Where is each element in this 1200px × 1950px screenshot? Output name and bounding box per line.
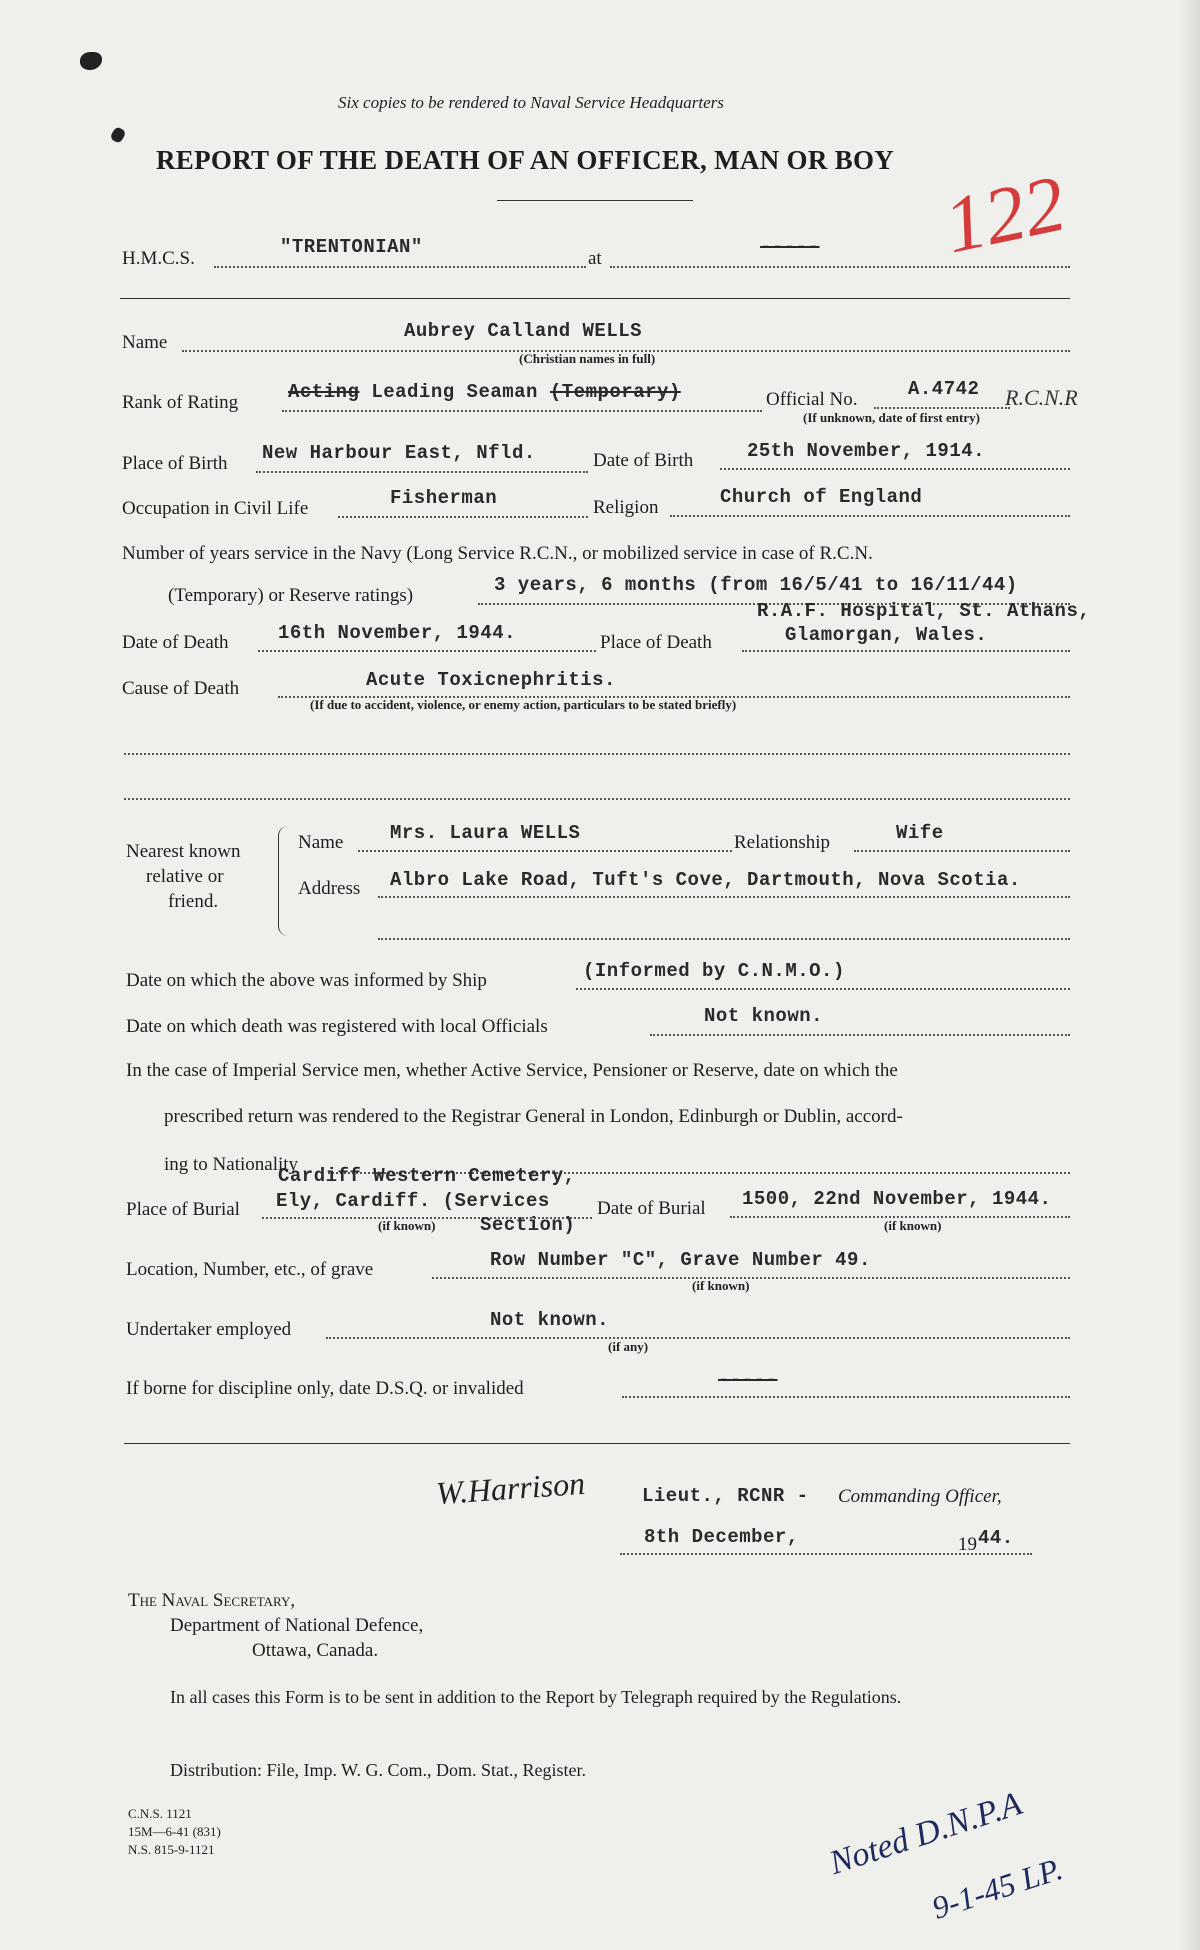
file-number: 122 (937, 159, 1073, 271)
ink-speck (109, 126, 126, 144)
relative-name-value: Mrs. Laura WELLS (390, 822, 581, 844)
name-note: (Christian names in full) (519, 351, 656, 366)
birthdate-dots (720, 468, 1070, 470)
birthdate-value: 25th November, 1914. (747, 440, 986, 462)
discipline-dots (622, 1396, 1070, 1398)
relative-group-label-2: relative or (146, 866, 224, 887)
discipline-label: If borne for discipline only, date D.S.Q. or invalided (126, 1378, 524, 1399)
undertaker-value: Not known. (490, 1309, 610, 1331)
deathplace-label: Place of Death (600, 632, 712, 653)
grave-location-label: Location, Number, etc., of grave (126, 1259, 374, 1280)
distribution-text: Distribution: File, Imp. W. G. Com., Dom. Stat., Register. (170, 1760, 587, 1780)
grave-location-value: Row Number "C", Grave Number 49. (490, 1249, 871, 1271)
address-line-3: Ottawa, Canada. (252, 1640, 379, 1661)
informed-value: (Informed by C.N.M.O.) (583, 960, 845, 982)
hmcs-value: "TRENTONIAN" (280, 236, 423, 258)
address-line-1: The Naval Secretary, (128, 1590, 296, 1611)
deathplace-dots (742, 650, 1070, 652)
top-note: Six copies to be rendered to Naval Service Headquarters (338, 93, 724, 112)
occupation-dots (338, 516, 588, 518)
grave-location-dots (432, 1277, 1070, 1279)
address-line-2: Department of National Defence, (170, 1615, 424, 1636)
relative-address-value: Albro Lake Road, Tuft's Cove, Dartmouth, Nova Scotia. (390, 869, 1021, 891)
deathdate-label: Date of Death (122, 632, 229, 653)
relative-group-label-1: Nearest known (126, 841, 241, 862)
burial-place-value-3: Section) (480, 1214, 576, 1236)
cause-extra-dots-2 (124, 798, 1070, 800)
signature-year-printed: 19 (958, 1534, 977, 1555)
informed-dots (576, 988, 1070, 990)
burial-place-value-1: Cardiff Western Cemetery, (278, 1165, 576, 1187)
rank-value-row (288, 381, 681, 403)
relationship-label: Relationship (734, 832, 831, 853)
discipline-value: ----- (718, 1369, 778, 1391)
deathplace-value-1: R.A.F. Hospital, St. Athans, (757, 600, 1091, 622)
rank-struck-temporary: (Temporary) (549, 381, 681, 403)
relative-address-dots-2 (378, 938, 1070, 940)
deathdate-value: 16th November, 1944. (278, 622, 517, 644)
imperial-text-2: prescribed return was rendered to the Registrar General in London, Edinburgh or Dublin, accord- (164, 1106, 903, 1127)
cause-extra-dots-1 (124, 753, 1070, 755)
deathplace-value-2: Glamorgan, Wales. (785, 624, 988, 646)
service-label-2: (Temporary) or Reserve ratings) (168, 585, 414, 606)
official-hand-note: R.C.N.R (1005, 385, 1078, 410)
grave-location-note: (if known) (692, 1278, 750, 1293)
imperial-text-1: In the case of Imperial Service men, whether Active Service, Pensioner or Reserve, date on which the (126, 1060, 898, 1081)
registered-label: Date on which death was registered with local Officials (126, 1016, 548, 1037)
relationship-value: Wife (896, 822, 944, 844)
birthdate-label: Date of Birth (593, 450, 694, 471)
imperial-text-3: ing to Nationality (164, 1154, 299, 1175)
informed-label: Date on which the above was informed by Ship (126, 970, 487, 991)
form-code-1: C.N.S. 1121 (128, 1806, 192, 1821)
hmcs-label: H.M.C.S. (122, 248, 195, 269)
commanding-officer-signature: W.Harrison (434, 1464, 587, 1512)
cause-note: (If due to accident, violence, or enemy action, particulars to be stated briefly) (310, 697, 737, 712)
signature-year-typed: 44. (978, 1527, 1014, 1549)
ink-speck (80, 52, 102, 70)
undertaker-label: Undertaker employed (126, 1319, 292, 1340)
official-value: A.4742 (908, 378, 980, 400)
relative-bracket (278, 826, 291, 936)
at-dots (610, 266, 1070, 268)
instruction-text: In all cases this Form is to be sent in addition to the Report by Telegraph required by the Regulations. (170, 1687, 902, 1707)
relationship-dots (854, 850, 1070, 852)
relative-name-label: Name (298, 832, 344, 853)
birthplace-value: New Harbour East, Nfld. (262, 442, 536, 464)
official-label: Official No. (766, 389, 858, 410)
undertaker-dots (326, 1337, 1070, 1339)
birthplace-dots (256, 471, 588, 473)
relative-address-dots (378, 896, 1070, 898)
cause-label: Cause of Death (122, 678, 240, 699)
registered-dots (650, 1034, 1070, 1036)
service-value: 3 years, 6 months (from 16/5/41 to 16/11/44) (494, 574, 1018, 596)
signature-rule (124, 1443, 1070, 1444)
relative-name-dots (358, 850, 732, 852)
burial-date-label: Date of Burial (597, 1198, 706, 1219)
section-rule (120, 298, 1070, 299)
name-value: Aubrey Calland WELLS (404, 320, 643, 342)
religion-dots (670, 515, 1070, 517)
relative-group-label-3: friend. (168, 891, 219, 912)
form-code-3: N.S. 815-9-1121 (128, 1842, 215, 1857)
rank-dots (282, 410, 762, 412)
handwritten-note-2: 9-1-45 LP. (927, 1850, 1067, 1926)
occupation-value: Fisherman (390, 487, 498, 509)
birthplace-label: Place of Birth (122, 453, 228, 474)
burial-place-label: Place of Burial (126, 1199, 240, 1220)
undertaker-note: (if any) (608, 1339, 649, 1354)
occupation-label: Occupation in Civil Life (122, 498, 309, 519)
burial-place-value-2: Ely, Cardiff. (Services (276, 1190, 550, 1212)
religion-label: Religion (593, 497, 659, 518)
registered-value: Not known. (704, 1005, 824, 1027)
rank-value: Leading Seaman (371, 381, 538, 403)
rank-struck-acting: Acting (288, 381, 360, 403)
handwritten-note-1: Noted D.N.P.A (825, 1785, 1027, 1882)
title-rule (497, 200, 693, 201)
official-dots (874, 407, 1010, 409)
burial-date-note: (if known) (884, 1218, 942, 1233)
deathdate-dots (258, 650, 596, 652)
burial-place-note: (if known) (378, 1218, 436, 1233)
religion-value: Church of England (720, 486, 923, 508)
rank-label: Rank of Rating (122, 392, 239, 413)
signatory-rank: Lieut., RCNR - (642, 1485, 809, 1507)
burial-date-value: 1500, 22nd November, 1944. (742, 1188, 1052, 1210)
commanding-officer-label: Commanding Officer, (838, 1486, 1002, 1507)
service-label-1: Number of years service in the Navy (Long Service R.C.N., or mobilized service in case of R.C.N. (122, 543, 873, 564)
form-code-2: 15M—6-41 (831) (128, 1824, 221, 1839)
official-note: (If unknown, date of first entry) (803, 410, 980, 425)
name-label: Name (122, 332, 168, 353)
signature-date-value: 8th December, (644, 1526, 799, 1548)
at-label: at (588, 248, 602, 269)
page-edge (1178, 0, 1200, 1950)
page-title: REPORT OF THE DEATH OF AN OFFICER, MAN OR BOY (156, 145, 895, 175)
relative-address-label: Address (298, 878, 361, 899)
cause-value: Acute Toxicnephritis. (366, 669, 616, 691)
hmcs-dots (214, 266, 586, 268)
at-value: ----- (760, 236, 820, 258)
